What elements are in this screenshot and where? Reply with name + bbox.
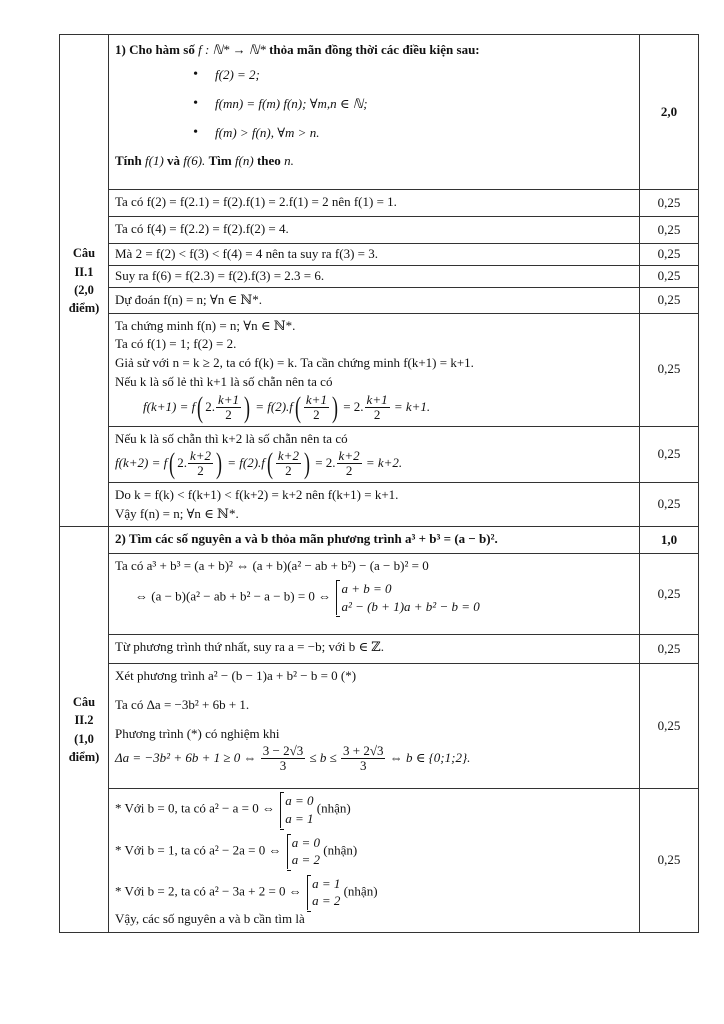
q1-proof-line: Ta có f(1) = 1; f(2) = 2. — [115, 336, 237, 352]
q1-intro: 1) Cho hàm số — [115, 42, 195, 57]
q1-ask — [115, 152, 633, 171]
q1-step: Suy ra f(6) = f(2.3) = f(2).f(3) = 2.3 = 6. — [109, 265, 640, 287]
q2-problem-row — [60, 527, 699, 554]
q1-step: Mà 2 = f(2) < f(3) < f(4) = 4 nên ta suy ra f(3) = 3. — [109, 244, 640, 266]
sys-line: a = 1 — [312, 875, 341, 891]
spacer — [115, 715, 633, 725]
eq-part: 2. — [205, 398, 215, 414]
eq-part: = k+2. — [365, 454, 403, 470]
q1-label — [60, 35, 109, 527]
q1-step: Ta có f(4) = f(2.2) = f(2).f(2) = 4. — [109, 217, 640, 244]
fraction — [276, 449, 301, 479]
q2-label-line: Câu — [72, 695, 96, 710]
sys-line: a = 0 — [285, 793, 314, 809]
fraction — [365, 393, 390, 423]
q1-label-line: điểm) — [68, 300, 100, 315]
q1-ask-part: theo — [256, 153, 281, 169]
q1-even-row — [60, 426, 699, 482]
case-text: * Với b = 0, ta có a² − a = 0 ⇔ — [115, 800, 275, 816]
q2-label-line: II.2 — [74, 713, 94, 728]
eq-part: Δa = −3b² + 6b + 1 ≥ 0 ⇔ — [115, 749, 257, 765]
q2-step3-line: Xét phương trình a² − (b − 1)a + b² − b = 0 (*) — [115, 668, 357, 684]
q1-even-score: 0,25 — [640, 426, 699, 482]
q1-step-score: 0,25 — [640, 190, 699, 217]
q2-step1-score: 0,25 — [640, 554, 699, 635]
sys-line: a = 1 — [285, 810, 314, 826]
q1-row — [60, 217, 699, 244]
q1-condition: • f(mn) = f(m) f(n); ∀m,n ∈ ℕ; — [215, 95, 633, 114]
eq-part: = f(2).f — [255, 398, 293, 414]
q1-step-score: 0,25 — [640, 287, 699, 313]
q2-step1-line: Ta có a³ + b³ = (a + b)² ⇔ (a + b)(a² − ab + b²) − (a − b)² = 0 — [115, 558, 429, 574]
q1-condition: • f(2) = 2; — [215, 66, 633, 85]
frac-num: k+1 — [305, 392, 327, 408]
q1-proof-line: Nếu k là số lẻ thì k+1 là số chẵn nên ta có — [115, 374, 333, 390]
q1-concl-line: Vậy f(n) = n; ∀n ∈ ℕ*. — [115, 505, 239, 521]
sys-line: a = 0 — [291, 834, 321, 850]
q1-intro-func: f : ℕ* → ℕ* — [198, 42, 266, 57]
q1-label-line: Câu — [72, 246, 96, 261]
eq-part: = f(2).f — [227, 454, 265, 470]
q1-intro-tail: thỏa mãn đồng thời các điều kiện sau: — [269, 42, 480, 57]
q1-step: Ta có f(2) = f(2.1) = f(2).f(1) = 2.f(1) = 2 nên f(1) = 1. — [109, 190, 640, 217]
q1-proof — [109, 313, 640, 426]
q1-condition: • f(m) > f(n), ∀m > n. — [215, 124, 633, 143]
q2-step4-row — [60, 789, 699, 932]
q2-label-line: (1,0 — [74, 731, 94, 746]
q2-step4 — [109, 789, 640, 932]
fraction — [337, 449, 362, 479]
frac-den: 2 — [285, 463, 292, 479]
or-system — [336, 580, 479, 615]
q1-ask-part: Tính — [115, 153, 142, 169]
q1-problem — [109, 35, 640, 190]
q2-step4-score: 0,25 — [640, 789, 699, 932]
q1-proof-row — [60, 313, 699, 426]
q2-step1-row — [60, 554, 699, 635]
spacer — [115, 686, 633, 696]
paren-left: ( — [169, 446, 176, 480]
solution-table — [59, 34, 699, 933]
q2-step1 — [109, 554, 640, 635]
or-system — [307, 875, 340, 910]
q2-step3-line: Ta có Δa = −3b² + 6b + 1. — [115, 697, 250, 713]
q2-step3-score: 0,25 — [640, 664, 699, 789]
frac-den: 2 — [373, 407, 381, 423]
q1-row — [60, 190, 699, 217]
frac-num: k+1 — [366, 392, 388, 408]
fraction — [216, 393, 241, 423]
frac-num: k+2 — [277, 447, 299, 463]
q1-total-score: 2,0 — [640, 35, 699, 190]
q1-step-score: 0,25 — [640, 244, 699, 266]
q1-problem-row — [60, 35, 699, 190]
q2-label — [60, 527, 109, 932]
q2-case — [115, 834, 633, 869]
eq-part: = 2. — [343, 398, 364, 414]
q1-ask-part: f(n) — [234, 153, 254, 169]
case-text: * Với b = 2, ta có a² − 3a + 2 = 0 ⇔ — [115, 883, 302, 899]
q1-ask-part: n. — [284, 153, 294, 169]
q2-step2-score: 0,25 — [640, 635, 699, 664]
q2-case — [115, 792, 633, 827]
q1-even — [109, 426, 640, 482]
paren-left: ( — [197, 390, 204, 424]
q2-problem: 2) Tìm các số nguyên a và b thỏa mãn phương trình a³ + b³ = (a − b)². — [109, 527, 640, 554]
q1-ask-part: Tìm — [208, 153, 232, 169]
frac-den: 2 — [313, 407, 320, 423]
q1-row — [60, 265, 699, 287]
sys-line: a + b = 0 — [341, 581, 392, 597]
case-text: * Với b = 1, ta có a² − 2a = 0 ⇔ — [115, 842, 282, 858]
frac-num: k+1 — [217, 392, 239, 408]
q2-label-line: điểm) — [68, 749, 100, 764]
frac-num: 3 + 2√3 — [343, 742, 384, 758]
paren-left: ( — [294, 390, 301, 424]
sys-line: a = 2 — [291, 852, 321, 868]
eq-part: = k+1. — [393, 398, 431, 414]
q1-step: Dự đoán f(n) = n; ∀n ∈ ℕ*. — [109, 287, 640, 313]
eq-part: ⇔ b ∈ {0;1;2}. — [389, 749, 471, 765]
fraction — [188, 449, 213, 479]
case-tag: (nhận) — [316, 800, 351, 816]
sys-line: a = 2 — [312, 893, 341, 909]
q1-even-equation — [115, 446, 633, 480]
q2-step2: Từ phương trình thứ nhất, suy ra a = −b; với b ∈ ℤ. — [109, 635, 640, 664]
frac-num: k+2 — [189, 447, 211, 463]
q1-step-score: 0,25 — [640, 217, 699, 244]
frac-den: 2 — [225, 407, 232, 423]
fraction — [304, 393, 329, 423]
q1-concl-score: 0,25 — [640, 482, 699, 527]
sys-line: a² − (b + 1)a + b² − b = 0 — [341, 598, 480, 614]
q2-step3-row — [60, 664, 699, 789]
paren-right: ) — [244, 390, 250, 424]
q1-concl-line: Do k = f(k) < f(k+1) < f(k+2) = k+2 nên f(k+1) = k+1. — [115, 486, 399, 502]
q1-concl-row — [60, 482, 699, 527]
q1-concl — [109, 482, 640, 527]
paren-left: ( — [266, 446, 273, 480]
q1-proof-line: Ta chứng minh f(n) = n; ∀n ∈ ℕ*. — [115, 317, 296, 333]
frac-num: 3 − 2√3 — [262, 742, 304, 758]
q2-step2-row — [60, 635, 699, 664]
eq-part: f(k+2) = f — [115, 454, 168, 470]
q2-case — [115, 875, 633, 910]
q2-final-line: Vậy, các số nguyên a và b cần tìm là — [115, 910, 305, 926]
q2-step3 — [109, 664, 640, 789]
q1-ask-part: f(1) — [145, 153, 164, 169]
paren-right: ) — [331, 390, 338, 424]
paren-right: ) — [303, 446, 310, 480]
q1-step-score: 0,25 — [640, 265, 699, 287]
frac-den: 2 — [197, 463, 204, 479]
eq-part: f(k+1) = f — [143, 398, 196, 414]
fraction — [341, 744, 385, 774]
or-system — [287, 834, 320, 869]
eq-part: ⇔ (a − b)(a² − ab + b² − a − b) = 0 ⇔ — [135, 588, 332, 604]
frac-den: 3 — [279, 758, 287, 774]
eq-part: 2. — [177, 454, 187, 470]
q1-label-line: (2,0 — [74, 282, 94, 297]
q1-row — [60, 244, 699, 266]
q1-ask-part: f(6). — [183, 153, 206, 169]
q1-ask-part: và — [167, 153, 181, 169]
q2-step3-ineq — [115, 744, 633, 774]
q2-step1-eq — [115, 580, 633, 615]
q1-row — [60, 287, 699, 313]
frac-num: k+2 — [338, 447, 360, 463]
q1-label-line: II.1 — [74, 264, 94, 279]
eq-part: ≤ b ≤ — [309, 749, 337, 765]
q1-even-line: Nếu k là số chẵn thì k+2 là số chẵn nên ta có — [115, 430, 348, 446]
q1-proof-line: Giả sử với n = k ≥ 2, ta có f(k) = k. Ta cần chứng minh f(k+1) = k+1. — [115, 355, 474, 371]
eq-part: = 2. — [315, 454, 336, 470]
case-tag: (nhận) — [343, 883, 378, 899]
q1-proof-equation — [115, 390, 633, 424]
frac-den: 2 — [345, 463, 353, 479]
frac-den: 3 — [360, 758, 367, 774]
case-tag: (nhận) — [323, 842, 358, 858]
q2-step3-line: Phương trình (*) có nghiệm khi — [115, 726, 280, 742]
q1-conditions — [115, 66, 633, 143]
paren-right: ) — [216, 446, 222, 480]
q1-proof-score: 0,25 — [640, 313, 699, 426]
q2-total-score: 1,0 — [640, 527, 699, 554]
or-system — [280, 792, 313, 827]
fraction — [261, 744, 305, 774]
